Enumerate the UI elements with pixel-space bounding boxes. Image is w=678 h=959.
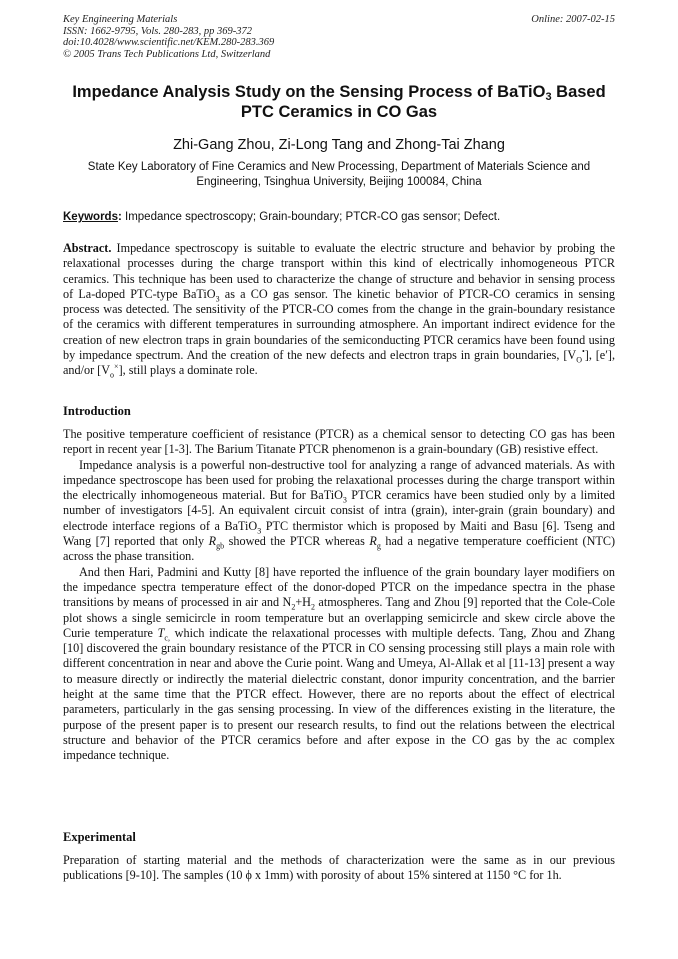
introduction-body	[63, 427, 615, 764]
abstract: Abstract. Impedance spectroscopy is suitable to evaluate the electric structure and behavior by probing the relaxational processes during the charge transport within this kind of electrically inhomogeneous PTCR ceramics. This technique has been used to characterize the change of structure and behavior in sensing process of La-doped PTC-type BaTiO$_3$ as a CO gas sensor. The kinetic behavior of PTCR-CO ceramics in sensing process was detected. The sensitivity of the PTCR-CO comes from the change in the grain-boundary resistance of the ceramics with different temperatures in surrounding atmosphere. An important indirect evidence for the creation of new electron traps in grain boundaries of the semiconducting PTCR ceramics have been found using by impedance spectrum. And the creation of the new defects and electron traps in grain boundaries, $[V_O^•]$, [e′], and/or $[V_o^\times]$, still plays a dominate role.	[63, 241, 615, 380]
experimental-heading: Experimental	[63, 830, 136, 844]
experimental-paragraph-1: Preparation of starting material and the methods of characterization were the same as in our previous publications [9-10]. The samples (10 ϕ x 1mm) with porosity of about 15% sintered at 1150 °C for 1h.	[63, 853, 615, 883]
doi-line: doi:10.4028/www.scientific.net/KEM.280-283.369	[63, 37, 275, 48]
online-date: Online: 2007-02-15	[531, 14, 615, 25]
keywords: Keywords: Impedance spectroscopy; Grain-boundary; PTCR-CO gas sensor; Defect.	[63, 211, 501, 223]
title-line2: PTC Ceramics in CO Gas	[240, 103, 438, 121]
title-line1: Impedance Analysis Study on the Sensing Process of BaTiO$_3$ Based	[72, 83, 606, 103]
affiliation: State Key Laboratory of Fine Ceramics and New Processing, Department of Materials Science and Engineering, Tsinghua University, Beijing 100084, China	[87, 161, 591, 188]
journal-name: Key Engineering Materials	[63, 14, 178, 25]
copyright-line: © 2005 Trans Tech Publications Ltd, Switzerland	[63, 48, 271, 60]
issn-line: ISSN: 1662-9795, Vols. 280-283, pp 369-372	[63, 25, 252, 37]
paper-title	[58, 82, 620, 122]
keywords-text: Impedance spectroscopy; Grain-boundary; PTCR-CO gas sensor; Defect.	[121, 211, 501, 223]
introduction-heading: Introduction	[63, 404, 131, 418]
intro-paragraph-2: Impedance analysis is a powerful non-destructive tool for analyzing a range of advanced materials. As with impedance spectroscope has been used for probing the relaxational processes during the charge transport within the electrically inhomogeneous material. But for BaTiO$_3$ PTCR ceramics have been studied only by a limited number of investigators [4-5]. An equivalent circuit consist of intra (grain), inter-grain (grain boundary) and electrode interface regions of a BaTiO$_3$ PTC thermistor which is proposed by Maiti and Basu [6]. Tseng and Wang [7] reported that only $R_{gb}$ showed the PTCR whereas $R_g$ had a negative temperature coefficient (NTC) across the phase transition.	[63, 457, 616, 564]
running-header	[63, 14, 615, 60]
intro-paragraph-3: And then Hari, Padmini and Kutty [8] have reported the influence of the grain boundary layer modifiers on the impedance spectra temperature effect of the donor-doped PTCR on the impedance spectra in the phase transitions by means of processed in air and $N_2+H_2$ atmospheres. Tang and Zhou [9] reported that the Cole-Cole plot shows a single semicircle in room temperature but an overlapping semicircle and skew circle above the Curie temperature $T_{c,}$ which indicate the relaxational processes with multiple defects. Tang, Zhou and Zhang [10] discovered the grain boundary resistance of the PTCR in CO sensing processing still plays a main role with different concentration in near and above the Curie point. Wang and Umeya, Al-Allak et al [11-13] present a way to measure directly or indirectly the material dielectric constant, donor impurity concentration, and the barrier height at the same time that the PTCR effect. However, there are no reports about the effect of electrical parameters, particularly in the gas sensing processing. In view of the differences existing in the literature, the purpose of the present paper is to present our research results, to find out the relations between the electrical structure and behavior of the PTCR ceramics before and after expose in the CO gas by the ac complex impedance technique.	[63, 564, 615, 763]
author-list: Zhi-Gang Zhou, Zi-Long Tang and Zhong-Tai Zhang	[173, 137, 505, 153]
intro-paragraph-1: The positive temperature coefficient of resistance (PTCR) as a chemical sensor to detecting CO gas has been report in recent year [1-3]. The Barium Titanate PTCR phenomenon is a grain-boundary (GB) resistive effect.	[63, 427, 615, 457]
experimental-body	[63, 853, 615, 884]
abstract-label: Abstract.	[63, 241, 112, 255]
keywords-label: Keywords	[63, 211, 118, 223]
